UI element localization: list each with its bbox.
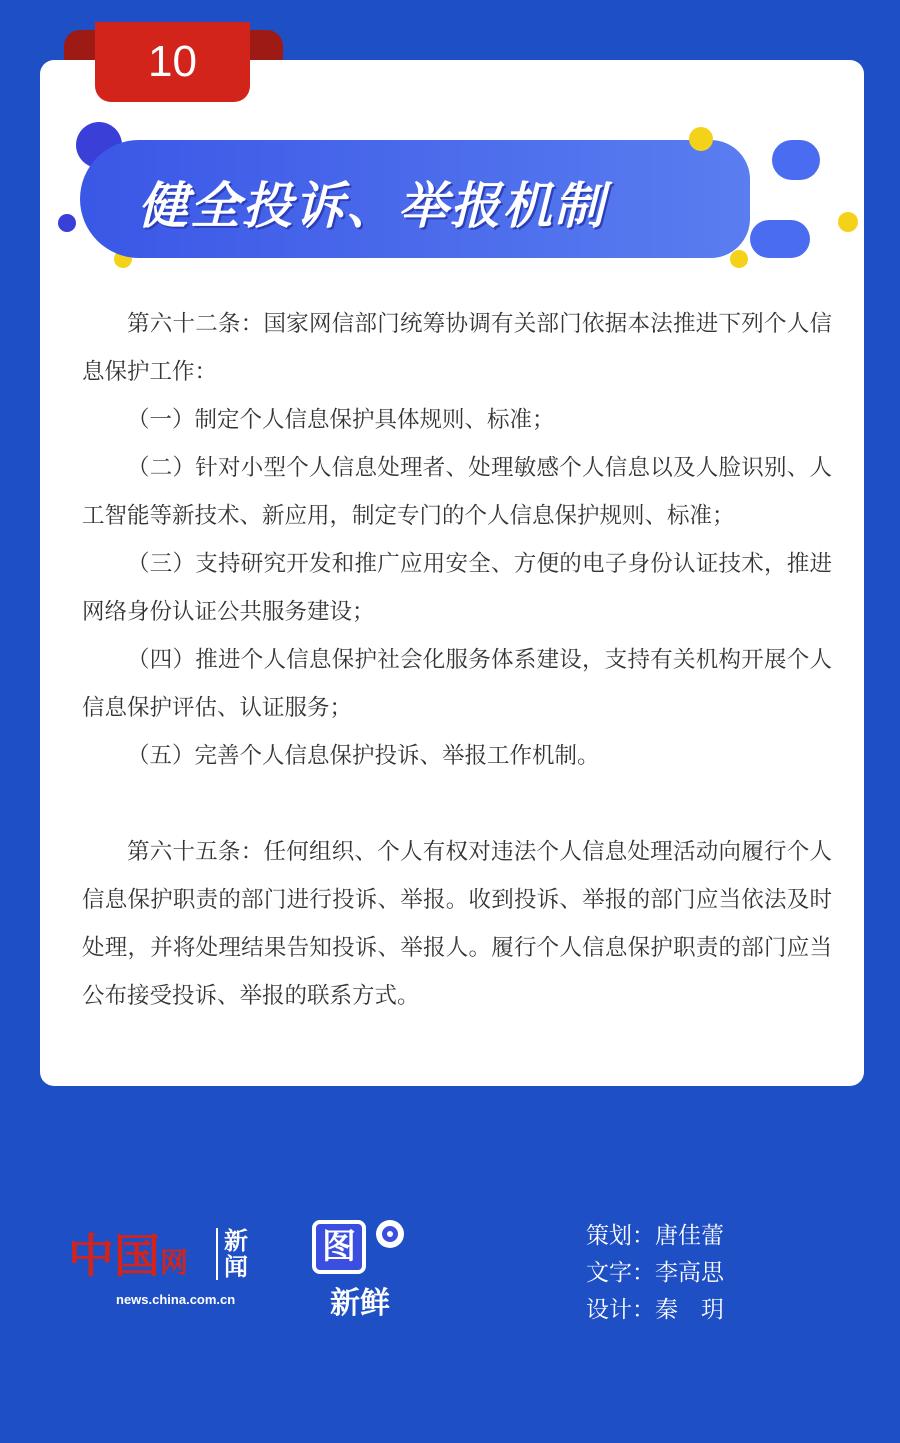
credit-planner: 策划：唐佳蕾	[586, 1223, 724, 1249]
decor-pill-bottom	[750, 220, 810, 258]
site-url: news.china.com.cn	[116, 1292, 236, 1307]
china-logo-mark: 中国	[68, 1229, 160, 1283]
tuxinxian-logo	[312, 1220, 422, 1321]
decor-dot-blue-small	[58, 214, 76, 232]
decor-pill-top	[772, 140, 820, 180]
china-logo-net: 网	[160, 1246, 189, 1279]
article-62-intro: 第六十二条：国家网信部门统筹协调有关部门依据本法推进下列个人信息保护工作：	[82, 311, 832, 385]
decor-dot-yellow-bottom	[730, 250, 748, 268]
tuxinxian-box: 图	[312, 1220, 366, 1274]
credit-designer: 设计：秦 玥	[586, 1297, 724, 1323]
banner-title: 健全投诉、举报机制	[138, 177, 606, 235]
article-65: 第六十五条：任何组织、个人有权对违法个人信息处理活动向履行个人信息保护职责的部门进行投诉、举报。收到投诉、举报的部门应当依法及时处理，并将处理结果告知投诉、举报人。履行个人信息保护职责的部门应当公布接受投诉、举报的联系方式。	[82, 839, 832, 1009]
china-net-logo	[68, 1220, 258, 1315]
article-62-item-4: （四）推进个人信息保护社会化服务体系建设，支持有关机构开展个人信息保护评估、认证服务；	[82, 647, 832, 721]
article-body	[82, 300, 832, 1020]
article-62-item-3: （三）支持研究开发和推广应用安全、方便的电子身份认证技术，推进网络身份认证公共服务建设；	[82, 551, 832, 625]
article-62-item-2: （二）针对小型个人信息处理者、处理敏感个人信息以及人脸识别、人工智能等新技术、新应用，制定专门的个人信息保护规则、标准；	[82, 455, 832, 529]
section-number-badge	[95, 22, 250, 102]
paragraph-spacer	[82, 780, 832, 828]
credits	[586, 1218, 724, 1329]
article-62-item-1: （一）制定个人信息保护具体规则、标准；	[127, 407, 555, 433]
tuxinxian-text: 新鲜	[330, 1286, 390, 1321]
article-62-item-5: （五）完善个人信息保护投诉、举报工作机制。	[127, 743, 600, 769]
section-number: 10	[148, 37, 197, 86]
credit-writer: 文字：李高思	[586, 1260, 724, 1286]
decor-dot-yellow-right	[838, 212, 858, 232]
news-label: 新闻	[216, 1228, 254, 1280]
camera-icon	[370, 1214, 410, 1254]
decor-dot-yellow-top	[689, 127, 713, 151]
